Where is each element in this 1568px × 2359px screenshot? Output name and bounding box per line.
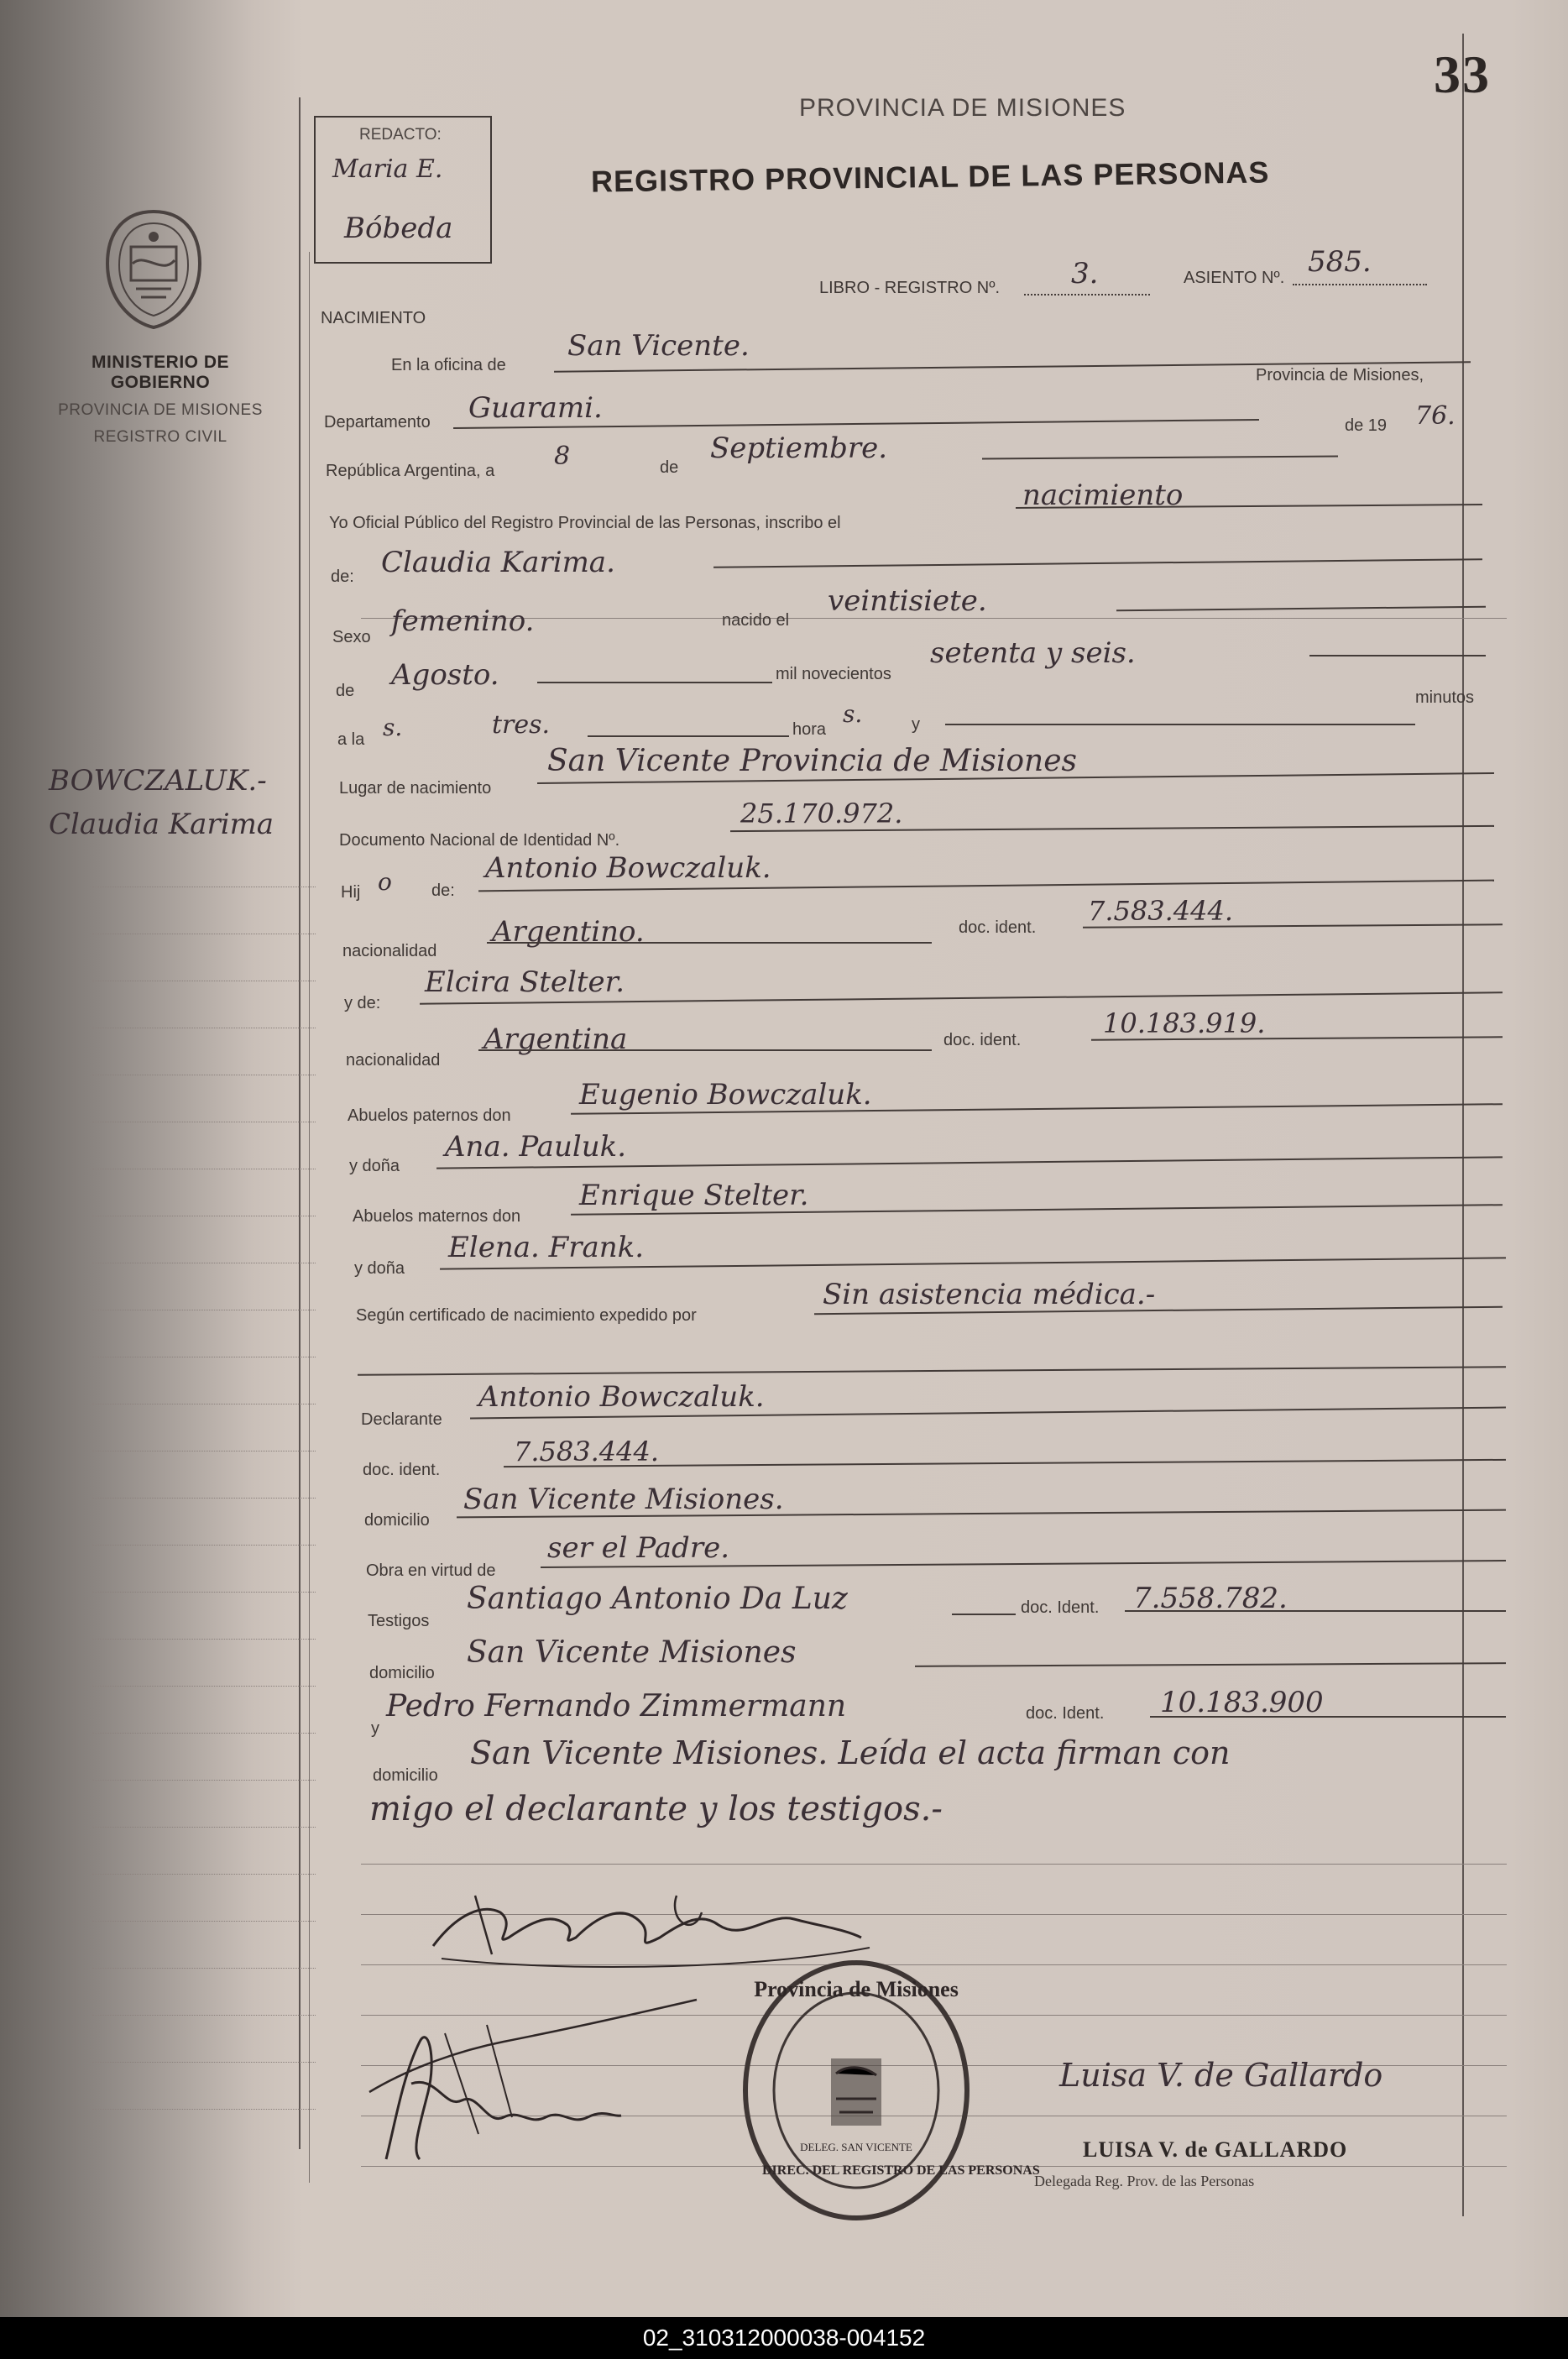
tres-value: tres.: [492, 710, 551, 740]
dni-label: Documento Nacional de Identidad Nº.: [339, 831, 620, 850]
seal-top-text: Provincia de Misiones: [754, 1977, 959, 2001]
name-value: Claudia Karima.: [381, 546, 615, 579]
abuelos-maternos-value: Enrique Stelter.: [579, 1179, 809, 1212]
ala-value: s.: [383, 714, 403, 741]
abuelos-paternos-label: Abuelos paternos don: [348, 1106, 511, 1125]
month-line: [982, 456, 1338, 460]
margin-rule-20: [92, 1780, 316, 1781]
testigo2-value: Pedro Fernando Zimmermann: [386, 1689, 847, 1723]
officer-signature-right: Luisa V. de Gallardo: [1059, 2057, 1383, 2094]
provincia-label: Provincia de Misiones,: [1256, 366, 1424, 384]
header-registry-title: REGISTRO PROVINCIAL DE LAS PERSONAS: [590, 154, 1270, 199]
nacionalidad-madre-value: Argentina: [483, 1023, 628, 1056]
yo-label: Yo Oficial Público del Registro Provincial de las Personas, inscribo el: [329, 514, 841, 532]
day-value: 8: [554, 442, 571, 471]
doct1-line: [1125, 1610, 1506, 1612]
libro-dots: [1024, 294, 1150, 296]
testigos-label: Testigos: [368, 1612, 430, 1630]
de2-label: de: [336, 682, 355, 700]
mes2-value: Agosto.: [391, 658, 499, 692]
left-border-line: [299, 97, 301, 2149]
asiento-value: 585.: [1308, 245, 1372, 279]
sexo-label: Sexo: [332, 628, 371, 646]
abuela-paterna-value: Ana. Pauluk.: [445, 1130, 627, 1164]
ministry-registry: REGISTRO CIVIL: [93, 428, 227, 446]
margin-rule-26: [92, 2062, 316, 2063]
sexo-value: femenino.: [391, 604, 535, 638]
lugar-value: San Vicente Provincia de Misiones: [547, 744, 1078, 778]
madre-label: y de:: [344, 994, 381, 1012]
seal-bottom-text: DIREC. DEL REGISTRO DE LAS PERSONAS: [762, 2163, 1040, 2178]
doc-padre-value: 7.583.444.: [1088, 895, 1234, 927]
obra-value: ser el Padre.: [547, 1531, 729, 1565]
mes2-line: [537, 682, 772, 683]
asiento-dots: [1293, 284, 1427, 285]
minutos-label: minutos: [1415, 688, 1475, 707]
margin-rule-23: [92, 1921, 316, 1922]
cert-line-2: [358, 1366, 1506, 1376]
inner-left-line: [309, 252, 310, 2183]
asiento-label: ASIENTO Nº.: [1184, 269, 1285, 287]
redacto-name-line1: Maria E.: [332, 154, 443, 184]
abuela-materna-value: Elena. Frank.: [448, 1231, 645, 1264]
redacto-name-line2: Bóbeda: [344, 212, 453, 245]
doc-madre-label: doc. ident.: [943, 1031, 1022, 1049]
declarante-label: Declarante: [361, 1410, 442, 1429]
name-line: [713, 558, 1482, 568]
year-value: 76.: [1415, 401, 1456, 431]
padre-value: Antonio Bowczaluk.: [485, 851, 771, 885]
nacionalidad-madre-label: nacionalidad: [346, 1051, 441, 1070]
margin-rule-16: [92, 1592, 316, 1593]
abuela-materna-label: y doña: [354, 1259, 405, 1278]
doc-testigo2-label: doc. Ident.: [1026, 1704, 1105, 1723]
certificado-value: Sin asistencia médica.-: [823, 1278, 1156, 1311]
ruled-line-2: [361, 1864, 1507, 1865]
doc-declarante-value: 7.583.444.: [514, 1436, 660, 1467]
hij-value: o: [378, 868, 392, 896]
hora-value: s.: [843, 700, 863, 728]
nac2-line: [478, 1049, 932, 1051]
page-number: 33: [1434, 44, 1491, 104]
republica-label: República Argentina, a: [326, 462, 495, 480]
abuela-paterna-label: y doña: [349, 1157, 400, 1175]
mil-label: mil novecientos: [776, 665, 891, 683]
inscribo-value: nacimiento: [1022, 479, 1184, 512]
officer-signature-left: [361, 1991, 713, 2168]
ministry-block: [40, 353, 280, 447]
departamento-label: Departamento: [324, 413, 431, 432]
hij-label: Hij: [341, 883, 361, 902]
margin-note: [49, 764, 334, 841]
margin-rule-22: [92, 1874, 316, 1875]
margin-rule-14: [92, 1498, 316, 1499]
margin-rule-21: [92, 1827, 316, 1828]
madre-value: Elcira Stelter.: [425, 965, 625, 999]
margin-rule-15: [92, 1545, 316, 1546]
closing-text: migo el declarante y los testigos.-: [369, 1790, 943, 1828]
nacimiento-heading: NACIMIENTO: [321, 309, 426, 327]
libro-label: LIBRO - REGISTRO Nº.: [819, 279, 1001, 297]
header-province: PROVINCIA DE MISIONES: [799, 94, 1126, 122]
nac1-line: [487, 942, 932, 944]
domicilio-declarante-value: San Vicente Misiones.: [463, 1483, 784, 1516]
nacido-value: veintisiete.: [828, 584, 987, 618]
redacto-box: [314, 116, 492, 264]
image-id-footer: 02_310312000038-004152: [0, 2317, 1568, 2359]
testigo1-value: Santiago Antonio Da Luz: [467, 1582, 848, 1616]
domt1-line: [915, 1662, 1506, 1667]
domicilio-testigo2-value: San Vicente Misiones. Leída el acta firman con: [470, 1734, 1231, 1771]
coat-of-arms-icon: [99, 205, 208, 331]
de-name-label: de:: [331, 568, 354, 586]
declarante-value: Antonio Bowczaluk.: [478, 1380, 765, 1414]
domicilio-declarante-label: domicilio: [364, 1511, 430, 1530]
domicilio-testigo1-label: domicilio: [369, 1664, 435, 1682]
officer-role: Delegada Reg. Prov. de las Personas: [1034, 2173, 1255, 2189]
hora-label: hora: [792, 720, 827, 739]
dni-value: 25.170.972.: [740, 798, 903, 829]
margin-rule-25: [92, 2015, 316, 2016]
official-seal: [737, 1956, 1040, 2225]
margin-rule-27: [92, 2109, 316, 2110]
lugar-label: Lugar de nacimiento: [339, 779, 492, 798]
ala-label: a la: [337, 730, 365, 749]
abuelos-maternos-label: Abuelos maternos don: [353, 1207, 521, 1226]
minutes-line: [945, 724, 1415, 725]
de-month-label: de: [660, 458, 679, 477]
tres-line: [588, 735, 789, 737]
seal-inner-text: DELEG. SAN VICENTE: [800, 2141, 912, 2153]
doc-declarante-label: doc. ident.: [363, 1461, 441, 1479]
certificado-label: Según certificado de nacimiento expedido por: [356, 1306, 697, 1325]
doc-madre-value: 10.183.919.: [1103, 1007, 1266, 1039]
nacido-line: [1116, 606, 1486, 612]
y-minutes-label: y: [912, 715, 920, 734]
margin-rule-24: [92, 1968, 316, 1969]
doc-testigo2-value: 10.183.900: [1160, 1686, 1324, 1719]
y-testigo2-label: y: [371, 1719, 379, 1738]
margin-surname: BOWCZALUK.-: [49, 764, 267, 798]
margin-rule-17: [92, 1639, 316, 1640]
mil-value: setenta y seis.: [930, 636, 1136, 670]
oficina-value: San Vicente.: [567, 329, 750, 363]
ministry-province: PROVINCIA DE MISIONES: [58, 401, 263, 419]
doc-testigo1-label: doc. Ident.: [1021, 1598, 1100, 1617]
doct2-line: [1150, 1716, 1506, 1718]
nacionalidad-padre-label: nacionalidad: [342, 942, 437, 960]
libro-value: 3.: [1071, 257, 1099, 290]
margin-rule-19: [92, 1733, 316, 1734]
month-value: Septiembre.: [710, 432, 888, 465]
ministry-title: MINISTERIO DE GOBIERNO: [91, 353, 229, 392]
margin-given-names: Claudia Karima: [49, 808, 274, 841]
domicilio-testigo1-value: San Vicente Misiones: [467, 1635, 797, 1670]
hij-de-label: de:: [431, 881, 455, 900]
departamento-value: Guarami.: [468, 391, 603, 425]
mil-line: [1309, 655, 1486, 656]
margin-rule-18: [92, 1686, 316, 1687]
domicilio-testigo2-label: domicilio: [373, 1766, 438, 1785]
oficina-label: En la oficina de: [391, 356, 506, 374]
nacionalidad-padre-value: Argentino.: [492, 915, 645, 949]
de19-label: de 19: [1345, 416, 1388, 435]
abuelos-paternos-value: Eugenio Bowczaluk.: [579, 1078, 872, 1112]
obra-label: Obra en virtud de: [366, 1561, 496, 1580]
redacto-label: REDACTO:: [359, 126, 442, 144]
officer-name: LUISA V. de GALLARDO: [1083, 2137, 1348, 2162]
doc-padre-label: doc. ident.: [959, 918, 1037, 937]
nacido-label: nacido el: [722, 611, 790, 630]
doc-testigo1-value: 7.558.782.: [1133, 1582, 1288, 1615]
test1-line: [952, 1614, 1016, 1615]
